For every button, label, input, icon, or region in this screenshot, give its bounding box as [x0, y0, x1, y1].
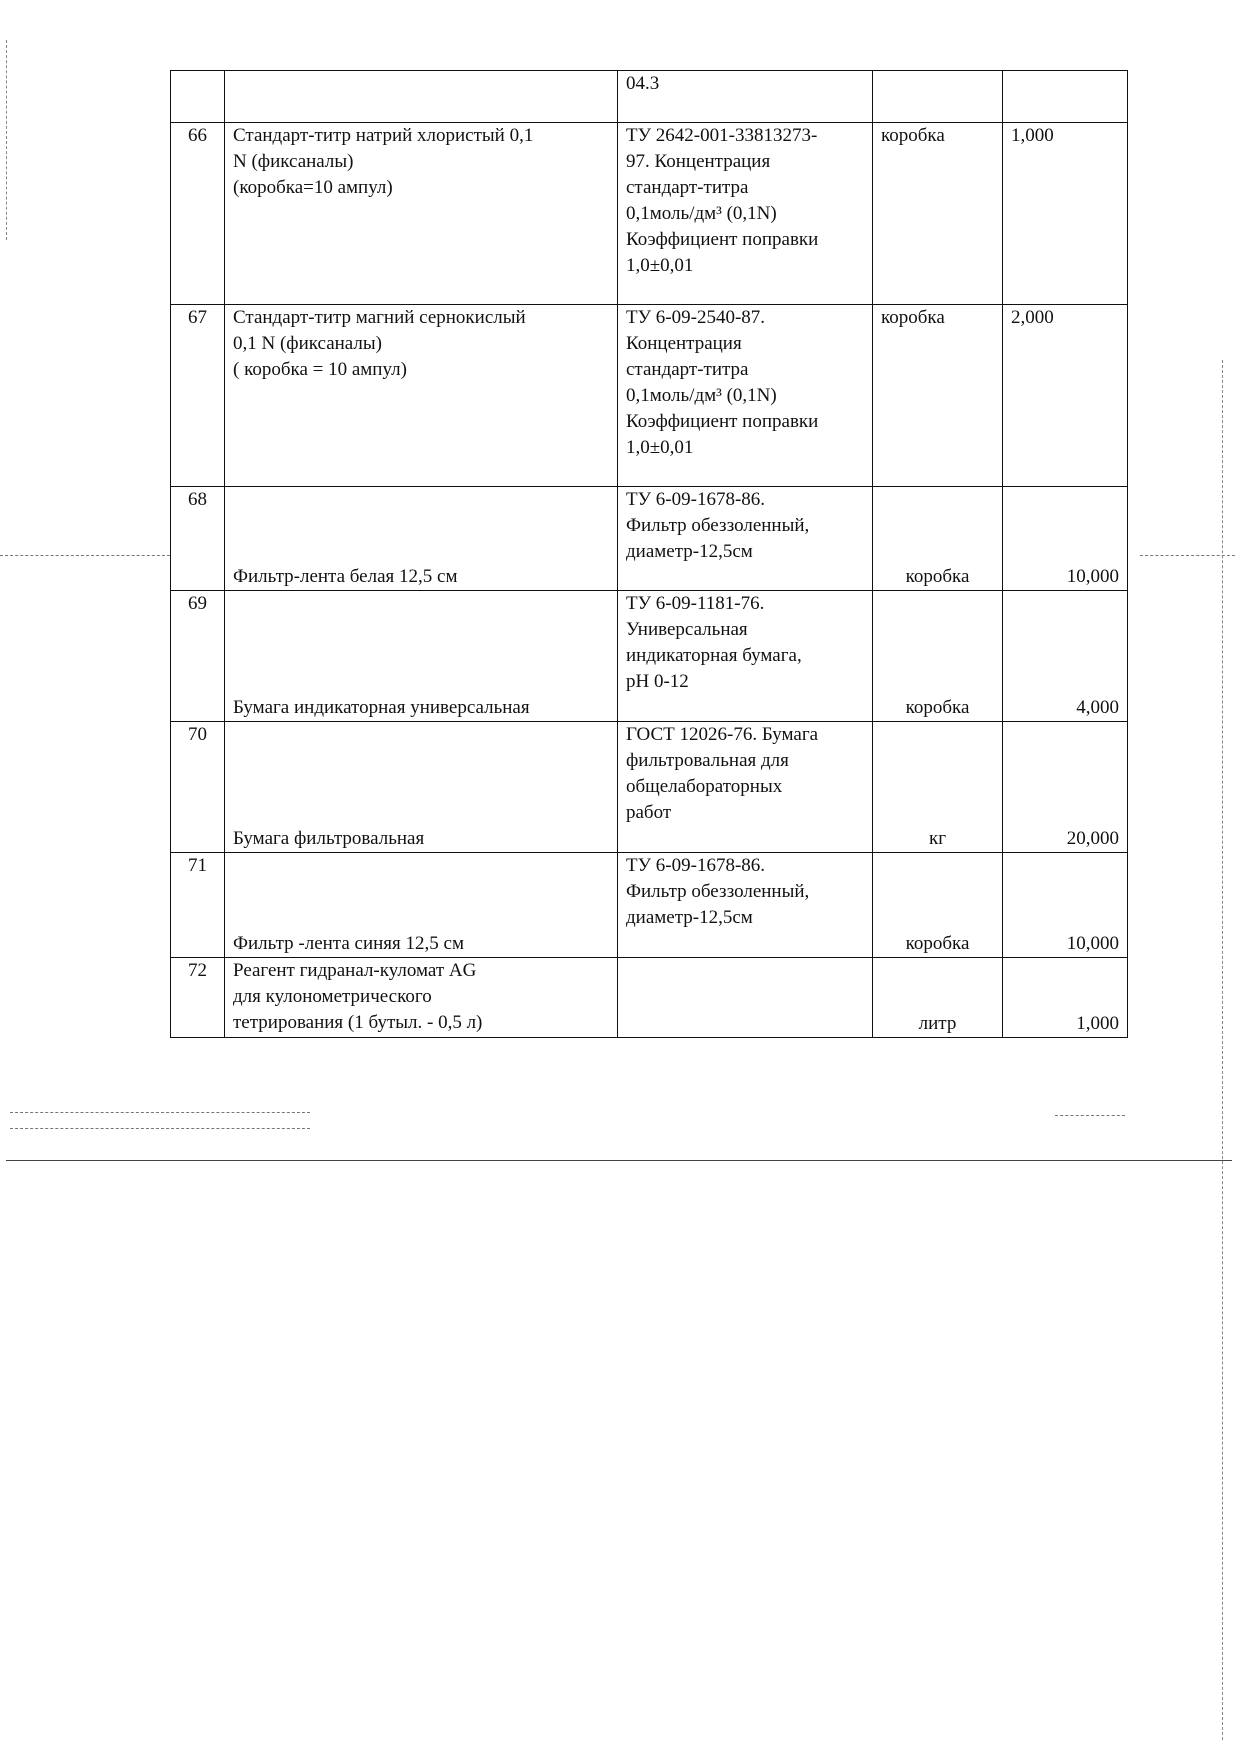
item-spec: ТУ 6-09-1678-86. Фильтр обеззоленный, диаметр-12,5см	[618, 487, 873, 591]
scan-artifact	[1140, 555, 1235, 556]
item-qty: 2,000	[1003, 305, 1128, 487]
item-unit: литр	[873, 958, 1003, 1038]
item-spec	[618, 958, 873, 1038]
item-qty: 10,000	[1003, 853, 1128, 958]
table-row	[171, 722, 1128, 853]
item-qty: 20,000	[1003, 722, 1128, 853]
item-unit: коробка	[873, 487, 1003, 591]
scan-artifact	[1055, 1115, 1125, 1116]
item-spec: ТУ 6-09-2540-87. Концентрация стандарт-титра 0,1моль/дм³ (0,1N) Коэффициент поправки 1,0±0,01	[618, 305, 873, 487]
item-qty: 1,000	[1003, 123, 1128, 305]
scan-artifact	[10, 1112, 310, 1113]
scan-artifact	[10, 1128, 310, 1129]
table-row	[171, 853, 1128, 958]
item-name	[225, 71, 618, 123]
item-unit: коробка	[873, 123, 1003, 305]
table-row	[171, 958, 1128, 1038]
item-spec: ТУ 2642-001-33813273- 97. Концентрация стандарт-титра 0,1моль/дм³ (0,1N) Коэффициент поправки 1,0±0,01	[618, 123, 873, 305]
item-unit: кг	[873, 722, 1003, 853]
item-name: Бумага фильтровальная	[225, 722, 618, 853]
item-unit	[873, 71, 1003, 123]
row-number: 69	[171, 591, 225, 722]
item-name: Стандарт-титр магний сернокислый 0,1 N (фиксаналы) ( коробка = 10 ампул)	[225, 305, 618, 487]
item-unit: коробка	[873, 591, 1003, 722]
item-name: Фильтр -лента синяя 12,5 см	[225, 853, 618, 958]
item-spec: 04.3	[618, 71, 873, 123]
scan-edge-right	[1222, 360, 1223, 1740]
items-table	[170, 70, 1128, 1038]
row-number: 67	[171, 305, 225, 487]
scan-fold-line	[6, 1160, 1232, 1161]
item-qty	[1003, 71, 1128, 123]
item-spec: ТУ 6-09-1678-86. Фильтр обеззоленный, диаметр-12,5см	[618, 853, 873, 958]
row-number: 72	[171, 958, 225, 1038]
item-spec: ГОСТ 12026-76. Бумага фильтровальная для общелабораторных работ	[618, 722, 873, 853]
item-spec: ТУ 6-09-1181-76. Универсальная индикаторная бумага, pH 0-12	[618, 591, 873, 722]
row-number: 68	[171, 487, 225, 591]
row-number: 71	[171, 853, 225, 958]
item-name: Фильтр-лента белая 12,5 см	[225, 487, 618, 591]
scan-artifact	[0, 555, 170, 556]
item-qty: 10,000	[1003, 487, 1128, 591]
item-unit: коробка	[873, 305, 1003, 487]
row-number: 66	[171, 123, 225, 305]
item-qty: 4,000	[1003, 591, 1128, 722]
row-number: 70	[171, 722, 225, 853]
item-unit: коробка	[873, 853, 1003, 958]
scan-edge-left	[6, 40, 7, 240]
item-qty: 1,000	[1003, 958, 1128, 1038]
table-row	[171, 123, 1128, 305]
item-name: Реагент гидранал-куломат AG для кулонометрического тетрирования (1 бутыл. - 0,5 л)	[225, 958, 618, 1038]
table-row	[171, 591, 1128, 722]
table-row	[171, 487, 1128, 591]
item-name: Стандарт-титр натрий хлористый 0,1 N (фиксаналы) (коробка=10 ампул)	[225, 123, 618, 305]
row-number	[171, 71, 225, 123]
item-name: Бумага индикаторная универсальная	[225, 591, 618, 722]
table-row	[171, 71, 1128, 123]
table-row	[171, 305, 1128, 487]
